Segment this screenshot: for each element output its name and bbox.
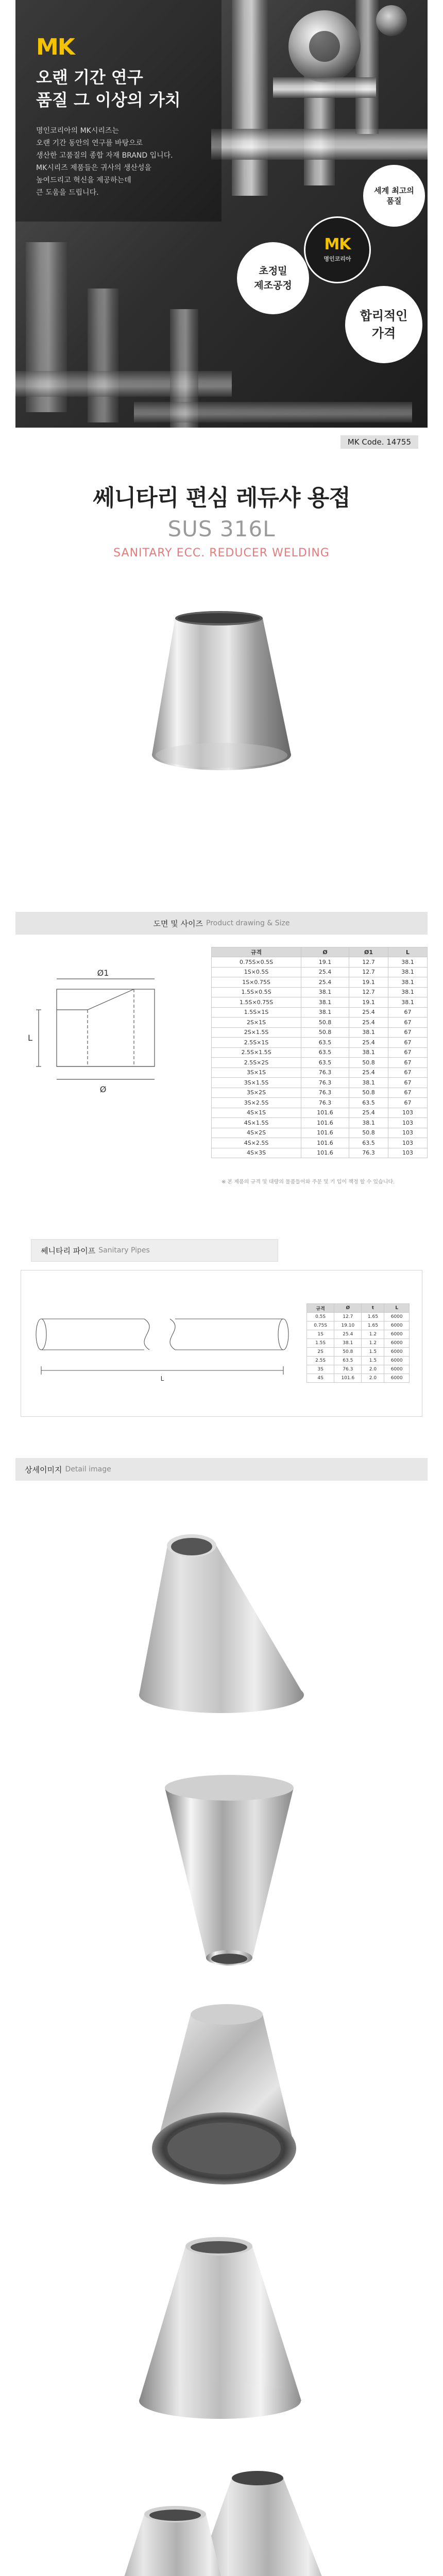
dimension-d1-label: Ø1 — [97, 969, 109, 978]
table-cell: 0.5S — [307, 1313, 334, 1321]
table-cell: 67 — [388, 1027, 427, 1038]
table-cell: 2S — [307, 1348, 334, 1357]
table-cell: 1.5S×0.5S — [212, 987, 301, 997]
table-cell: 76.3 — [334, 1365, 362, 1374]
table-row — [307, 1348, 410, 1357]
table-cell: 50.8 — [334, 1348, 362, 1357]
table-header-cell: Ø1 — [349, 947, 388, 957]
table-cell: 103 — [388, 1128, 427, 1138]
table-cell: 38.1 — [388, 977, 427, 988]
table-cell: 6000 — [384, 1348, 410, 1357]
table-cell: 1.2 — [362, 1330, 384, 1339]
table-cell: 3S — [307, 1365, 334, 1374]
detail-image-5 — [98, 2468, 345, 2576]
table-row — [212, 1148, 428, 1158]
table-cell: 12.7 — [334, 1313, 362, 1321]
table-row — [212, 1138, 428, 1148]
table-row — [212, 967, 428, 977]
table-cell: 63.5 — [349, 1138, 388, 1148]
table-cell: 4S×2S — [212, 1128, 301, 1138]
table-row — [307, 1313, 410, 1321]
table-row — [307, 1330, 410, 1339]
table-row — [212, 1047, 428, 1058]
table-cell: 19.10 — [334, 1321, 362, 1330]
badge-reasonable-price — [345, 286, 422, 363]
table-cell: 76.3 — [301, 1098, 349, 1108]
badge-mk-logo — [304, 216, 371, 283]
table-cell: 103 — [388, 1108, 427, 1118]
table-cell: 38.1 — [334, 1339, 362, 1348]
table-cell: 50.8 — [349, 1128, 388, 1138]
table-cell: 12.7 — [349, 967, 388, 977]
table-cell: 101.6 — [301, 1118, 349, 1128]
table-cell: 3S×2S — [212, 1088, 301, 1098]
table-header-cell: 규격 — [307, 1304, 334, 1313]
table-row — [212, 977, 428, 988]
table-cell: 2.0 — [362, 1374, 384, 1383]
table-cell: 63.5 — [301, 1058, 349, 1068]
hero-description-line: 오랜 기간 동안의 연구를 바탕으로 — [36, 139, 143, 147]
table-cell: 2.5S×1S — [212, 1038, 301, 1048]
table-cell: 76.3 — [301, 1067, 349, 1078]
size-note: ※ 본 제품의 규격 및 대량의 물품들어와 주문 및 기 입이 책정 할 수 있습니다. — [222, 1179, 395, 1185]
table-cell: 1S×0.5S — [212, 967, 301, 977]
badge-precision — [237, 242, 309, 314]
dimension-l-label: L — [28, 1033, 32, 1043]
table-cell: 1.5S×1S — [212, 1007, 301, 1018]
table-cell: 50.8 — [349, 1058, 388, 1068]
table-cell: 4S×1S — [212, 1108, 301, 1118]
table-cell: 38.1 — [349, 1027, 388, 1038]
table-row — [212, 957, 428, 968]
table-cell: 0.75S×0.5S — [212, 957, 301, 968]
table-cell: 3S×1.5S — [212, 1078, 301, 1088]
hero-headline-line: 오랜 기간 연구 — [36, 67, 143, 87]
table-cell: 25.4 — [349, 1007, 388, 1018]
table-cell: 2S×1S — [212, 1018, 301, 1028]
table-cell: 76.3 — [349, 1148, 388, 1158]
table-cell: 25.4 — [349, 1018, 388, 1028]
hero-description-line: 큰 도움을 드립니다. — [36, 189, 99, 197]
section-title-en: Sanitary Pipes — [98, 1246, 150, 1255]
table-cell: 25.4 — [334, 1330, 362, 1339]
badge-text: 품질 — [386, 196, 402, 206]
badge-text: 초정밀 — [259, 265, 287, 277]
table-cell: 3S×2.5S — [212, 1098, 301, 1108]
table-cell: 67 — [388, 1098, 427, 1108]
table-row — [212, 1058, 428, 1068]
table-cell: 12.7 — [349, 957, 388, 968]
badge-best-quality — [363, 165, 425, 227]
table-row — [212, 1128, 428, 1138]
table-row — [307, 1365, 410, 1374]
table-row — [212, 1118, 428, 1128]
table-cell: 103 — [388, 1148, 427, 1158]
badge-text: 세계 최고의 — [374, 186, 414, 195]
badge-brand: MK — [324, 235, 351, 253]
table-row — [212, 1038, 428, 1048]
table-cell: 38.1 — [388, 987, 427, 997]
table-cell: 3S×1S — [212, 1067, 301, 1078]
product-material: SUS 316L — [167, 516, 276, 541]
dimension-d-label: Ø — [99, 1084, 107, 1094]
table-cell: 103 — [388, 1138, 427, 1148]
table-row — [307, 1357, 410, 1365]
table-header-cell: L — [388, 947, 427, 957]
table-cell: 38.1 — [301, 997, 349, 1008]
table-row — [212, 1078, 428, 1088]
table-cell: 50.8 — [301, 1018, 349, 1028]
table-row — [212, 987, 428, 997]
table-cell: 4S×2.5S — [212, 1138, 301, 1148]
product-code-bar — [0, 435, 443, 449]
brand-logo: MK — [36, 34, 74, 60]
table-cell: 67 — [388, 1047, 427, 1058]
table-cell: 103 — [388, 1118, 427, 1128]
product-code: MK Code. 14755 — [340, 435, 418, 449]
table-cell: 1S×0.75S — [212, 977, 301, 988]
section-header-detail — [15, 1458, 428, 1481]
table-cell: 101.6 — [301, 1128, 349, 1138]
badge-text: 제조공정 — [254, 280, 292, 291]
table-cell: 50.8 — [301, 1027, 349, 1038]
detail-image-3 — [144, 1999, 309, 2205]
table-cell: 4S×3S — [212, 1148, 301, 1158]
table-row — [212, 1108, 428, 1118]
table-row — [212, 1098, 428, 1108]
table-cell: 1.5 — [362, 1348, 384, 1357]
table-cell: 4S — [307, 1374, 334, 1383]
table-cell: 1.65 — [362, 1313, 384, 1321]
table-row — [307, 1374, 410, 1383]
table-cell: 25.4 — [349, 1108, 388, 1118]
table-cell: 67 — [388, 1088, 427, 1098]
table-cell: 25.4 — [301, 967, 349, 977]
table-cell: 101.6 — [301, 1108, 349, 1118]
section-title: 쎄니타리 파이프 — [41, 1246, 96, 1256]
table-cell: 63.5 — [334, 1357, 362, 1365]
pipe-size-table — [306, 1303, 410, 1383]
table-row — [212, 997, 428, 1008]
table-cell: 6000 — [384, 1357, 410, 1365]
table-cell: 2.5S×2S — [212, 1058, 301, 1068]
hero-description-line: MK시리즈 제품들은 귀사의 생산성을 — [36, 164, 151, 172]
table-cell: 6000 — [384, 1374, 410, 1383]
table-cell: 38.1 — [349, 1118, 388, 1128]
hero-banner — [15, 0, 428, 428]
table-cell: 6000 — [384, 1330, 410, 1339]
table-cell: 50.8 — [349, 1088, 388, 1098]
section-title: 도면 및 사이즈 — [153, 919, 203, 928]
table-cell: 0.75S — [307, 1321, 334, 1330]
table-cell: 67 — [388, 1067, 427, 1078]
product-title-block — [0, 479, 443, 560]
table-cell: 19.1 — [301, 957, 349, 968]
table-cell: 1.5S×0.75S — [212, 997, 301, 1008]
table-cell: 6000 — [384, 1339, 410, 1348]
reducer-drawing — [26, 969, 191, 1123]
table-header-cell: Ø — [334, 1304, 362, 1313]
table-cell: 19.1 — [349, 997, 388, 1008]
table-header-cell: 규격 — [212, 947, 301, 957]
table-cell: 6000 — [384, 1313, 410, 1321]
table-cell: 38.1 — [301, 1007, 349, 1018]
reducer-size-table — [211, 947, 428, 1158]
table-row — [212, 1088, 428, 1098]
badge-brand-sub: 명인코리아 — [323, 256, 351, 262]
section-header-drawing — [15, 912, 428, 935]
table-cell: 76.3 — [301, 1078, 349, 1088]
table-cell: 67 — [388, 1078, 427, 1088]
table-header-cell: L — [384, 1304, 410, 1313]
table-cell: 19.1 — [349, 977, 388, 988]
table-cell: 1.65 — [362, 1321, 384, 1330]
table-header-cell: t — [362, 1304, 384, 1313]
table-cell: 2.0 — [362, 1365, 384, 1374]
table-cell: 101.6 — [301, 1138, 349, 1148]
table-cell: 38.1 — [388, 997, 427, 1008]
pipe-length-label: L — [160, 1375, 164, 1382]
table-row — [212, 1067, 428, 1078]
table-cell: 25.4 — [349, 1067, 388, 1078]
hero-description-line: 높여드리고 혁신을 제공하는데 — [36, 176, 131, 184]
table-cell: 4S×1.5S — [212, 1118, 301, 1128]
table-cell: 6000 — [384, 1365, 410, 1374]
table-cell: 101.6 — [301, 1148, 349, 1158]
hero-text-block — [36, 36, 232, 199]
table-cell: 67 — [388, 1058, 427, 1068]
table-cell: 67 — [388, 1007, 427, 1018]
detail-image-4 — [124, 2231, 319, 2437]
table-cell: 2.5S — [307, 1357, 334, 1365]
detail-image-1 — [118, 1525, 325, 1721]
table-cell: 38.1 — [349, 1047, 388, 1058]
section-header-pipe — [31, 1239, 278, 1262]
detail-image-2 — [155, 1772, 309, 1978]
table-cell: 63.5 — [301, 1047, 349, 1058]
table-cell: 101.6 — [334, 1374, 362, 1383]
pipe-drawing — [31, 1303, 299, 1391]
table-cell: 67 — [388, 1038, 427, 1048]
hero-description — [36, 125, 232, 199]
hero-description-line: 생산한 고품질의 종합 자재 BRAND 입니다. — [36, 151, 173, 160]
badge-text: 가격 — [371, 326, 396, 341]
product-title-en: SANITARY ECC. REDUCER WELDING — [113, 547, 330, 560]
section-title-en: Product drawing & Size — [206, 919, 290, 927]
table-cell: 1.2 — [362, 1339, 384, 1348]
table-header-cell: Ø — [301, 947, 349, 957]
hero-headline-line: 품질 그 이상의 가치 — [36, 90, 181, 110]
table-cell: 38.1 — [301, 987, 349, 997]
table-cell: 76.3 — [301, 1088, 349, 1098]
table-cell: 38.1 — [349, 1078, 388, 1088]
table-row — [212, 1007, 428, 1018]
table-cell: 12.7 — [349, 987, 388, 997]
product-main-image — [144, 608, 299, 783]
section-title: 상세이미지 — [25, 1465, 62, 1475]
hero-headline — [36, 66, 232, 111]
table-cell: 25.4 — [301, 977, 349, 988]
table-cell: 25.4 — [349, 1038, 388, 1048]
table-cell: 38.1 — [388, 967, 427, 977]
table-cell: 1.5S — [307, 1339, 334, 1348]
table-row — [212, 1018, 428, 1028]
table-cell: 63.5 — [301, 1038, 349, 1048]
table-cell: 67 — [388, 1018, 427, 1028]
table-cell: 2S×1.5S — [212, 1027, 301, 1038]
hero-description-line: 명인코리아의 MK시리즈는 — [36, 127, 119, 135]
badge-text: 합리적인 — [360, 309, 408, 323]
table-cell: 6000 — [384, 1321, 410, 1330]
product-title: 쎄니타리 편심 레듀샤 용접 — [93, 485, 350, 511]
table-cell: 63.5 — [349, 1098, 388, 1108]
table-row — [212, 1027, 428, 1038]
table-cell: 1.5 — [362, 1357, 384, 1365]
section-title-en: Detail image — [65, 1465, 111, 1473]
table-cell: 1S — [307, 1330, 334, 1339]
table-row — [307, 1339, 410, 1348]
table-row — [307, 1321, 410, 1330]
table-cell: 38.1 — [388, 957, 427, 968]
table-cell: 2.5S×1.5S — [212, 1047, 301, 1058]
